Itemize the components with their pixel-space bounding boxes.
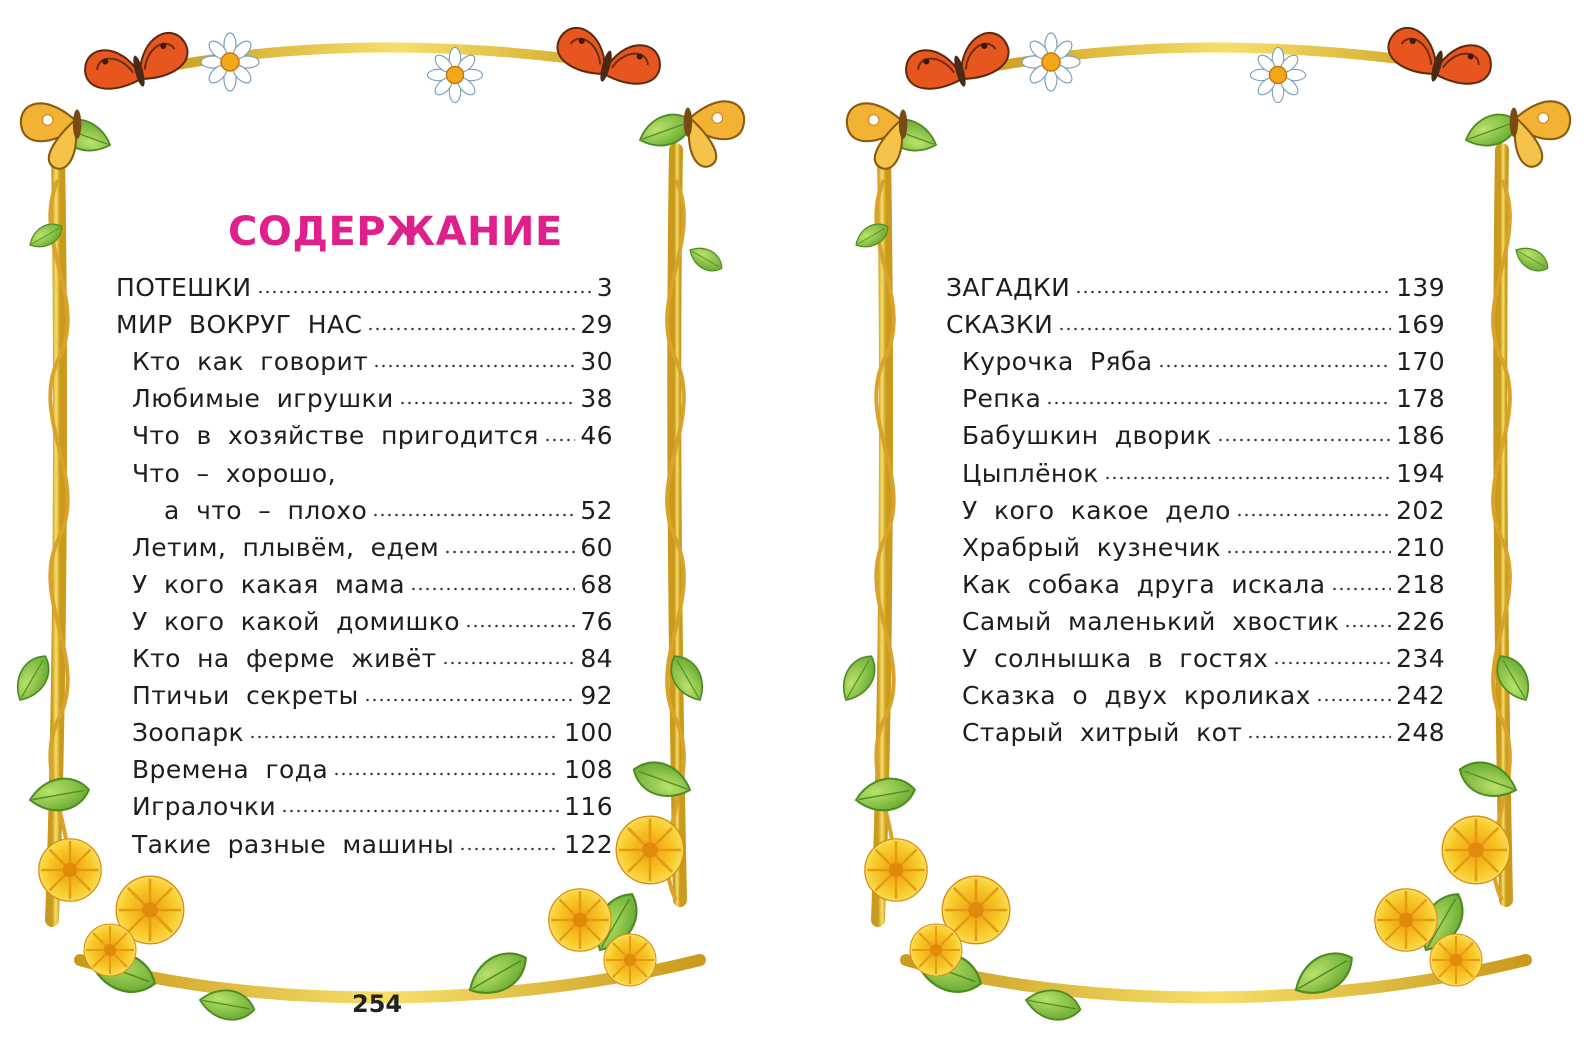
leaf-icon: [53, 113, 115, 159]
toc-entry-page: 68: [580, 569, 613, 599]
toc-entry-title: Что – хорошо,: [132, 458, 336, 488]
toc-entry: [946, 263, 1445, 303]
dot-leader: [1247, 735, 1391, 739]
toc-entry: [116, 597, 613, 634]
toc-entry: [116, 782, 613, 822]
daisy-icon: [427, 47, 482, 102]
leaf-icon: [197, 986, 256, 1024]
dandelion-icon: [1375, 889, 1437, 951]
toc-entry-title: Курочка Ряба: [962, 347, 1153, 377]
leaf-icon: [685, 242, 726, 277]
toc-entry-page: 169: [1396, 310, 1445, 340]
toc-entry-page: 210: [1396, 532, 1445, 562]
toc-entry-title: Храбрый кузнечик: [962, 532, 1221, 562]
toc-entry-title: У кого какой домишко: [132, 606, 460, 636]
leaf-icon: [635, 108, 697, 154]
toc-entry: [946, 560, 1445, 597]
leaf-icon: [462, 943, 535, 1004]
leaf-icon: [628, 755, 695, 805]
toc-entry-title: Любимые игрушки: [132, 384, 394, 414]
dot-leader: [442, 661, 576, 665]
toc-entry-page: 170: [1396, 347, 1445, 377]
toc-entry-page: 92: [580, 681, 613, 711]
leaf-icon: [27, 774, 91, 815]
butterfly-icon: [551, 24, 664, 95]
table-of-contents: [946, 263, 1445, 748]
leaf-icon: [879, 113, 941, 159]
toc-entry-title: Птичьи секреты: [132, 681, 359, 711]
toc-entry: [116, 448, 613, 488]
toc-entry-page: 108: [564, 755, 613, 785]
butterfly-icon: [684, 101, 744, 166]
toc-entry-title: Репка: [962, 384, 1042, 414]
toc-entry: [946, 448, 1445, 488]
toc-entry: [116, 671, 613, 711]
dot-leader: [373, 364, 575, 368]
toc-entry-page: 218: [1396, 569, 1445, 599]
toc-entry: [116, 819, 613, 859]
butterfly-icon: [21, 103, 81, 168]
toc-entry: [946, 597, 1445, 634]
leaf-icon: [1454, 755, 1521, 805]
dandelion-icon: [39, 839, 101, 901]
leaf-icon: [851, 218, 892, 253]
dot-leader: [372, 513, 575, 517]
toc-entry: [116, 745, 613, 785]
toc-entry-page: 3: [596, 273, 613, 303]
toc-entry-page: 234: [1396, 644, 1445, 674]
dot-leader: [281, 809, 559, 813]
toc-entry-title: МИР ВОКРУГ НАС: [116, 310, 363, 340]
dot-leader: [1273, 661, 1391, 665]
toc-entry: [946, 523, 1445, 560]
toc-entry: [116, 300, 613, 340]
daisy-icon: [201, 33, 259, 91]
leaf-icon: [853, 774, 917, 815]
dot-leader: [1104, 476, 1391, 480]
page-title: СОДЕРЖАНИЕ: [228, 209, 563, 255]
toc-entry-title: ЗАГАДКИ: [946, 273, 1071, 303]
toc-entry-page: 248: [1396, 718, 1445, 748]
toc-entry-page: 116: [564, 792, 613, 822]
leaf-icon: [835, 650, 883, 707]
toc-entry-title: Игралочки: [132, 792, 277, 822]
dot-leader: [1217, 438, 1391, 442]
dandelion-icon: [865, 839, 927, 901]
toc-entry-title: а что – плохо: [164, 495, 368, 525]
leaf-icon: [84, 943, 161, 1000]
toc-entry: [116, 523, 613, 560]
toc-entry-page: 194: [1396, 458, 1445, 488]
butterfly-icon: [1382, 24, 1495, 95]
toc-entry-page: 76: [580, 606, 613, 636]
toc-entry: [946, 411, 1445, 451]
dot-leader: [1236, 513, 1391, 517]
toc-entry-title: СКАЗКИ: [946, 310, 1054, 340]
toc-entry-page: 46: [580, 421, 613, 451]
toc-entry-title: Что в хозяйстве пригодится: [132, 421, 539, 451]
toc-entry: [946, 634, 1445, 674]
daisy-icon: [1250, 47, 1305, 102]
leaf-icon: [1489, 650, 1537, 707]
toc-entry-title: У кого какая мама: [132, 569, 405, 599]
leaf-icon: [910, 943, 987, 1000]
dandelion-icon: [116, 876, 184, 944]
dot-leader: [1158, 364, 1392, 368]
dot-leader: [1075, 290, 1391, 294]
toc-entry-title: Самый маленький хвостик: [962, 606, 1340, 636]
toc-entry-page: 38: [580, 384, 613, 414]
toc-entry-title: Как собака друга искала: [962, 569, 1326, 599]
toc-entry-title: Времена года: [132, 755, 329, 785]
toc-entry-title: Зоопарк: [132, 718, 245, 748]
dandelion-icon: [942, 876, 1010, 944]
toc-entry-page: 186: [1396, 421, 1445, 451]
toc-entry-title: Кто как говорит: [132, 347, 369, 377]
leaf-icon: [25, 218, 66, 253]
toc-entry-title: Цыплёнок: [962, 458, 1099, 488]
right-page: [826, 0, 1596, 1052]
dandelion-icon: [910, 924, 962, 976]
dandelion-icon: [1442, 816, 1510, 884]
toc-entry: [116, 708, 613, 748]
toc-entry-title: Кто на ферме живёт: [132, 644, 437, 674]
dot-leader: [399, 401, 576, 405]
toc-entry-page: 226: [1396, 606, 1445, 636]
toc-entry-title: Летим, плывём, едем: [132, 532, 440, 562]
toc-entry: [116, 486, 613, 523]
toc-entry-title: Старый хитрый кот: [962, 718, 1243, 748]
toc-entry-title: Бабушкин дворик: [962, 421, 1212, 451]
dandelion-icon: [616, 816, 684, 884]
butterfly-icon: [847, 103, 907, 168]
toc-entry-title: ПОТЕШКИ: [116, 273, 252, 303]
toc-entry-title: Сказка о двух кроликах: [962, 681, 1311, 711]
toc-entry-page: 139: [1396, 273, 1445, 303]
dot-leader: [1058, 327, 1391, 331]
toc-entry: [116, 263, 613, 303]
toc-entry-title: У солнышка в гостях: [962, 644, 1269, 674]
toc-entry: [946, 708, 1445, 748]
toc-entry: [946, 374, 1445, 414]
leaf-icon: [1288, 943, 1361, 1004]
toc-entry-page: 52: [580, 495, 613, 525]
dot-leader: [257, 290, 592, 294]
toc-entry-page: 122: [564, 829, 613, 859]
toc-entry-page: 29: [580, 310, 613, 340]
dot-leader: [1226, 550, 1391, 554]
dot-leader: [249, 735, 559, 739]
toc-entry: [116, 560, 613, 597]
dandelion-icon: [549, 889, 611, 951]
toc-entry: [946, 671, 1445, 711]
leaf-icon: [1511, 242, 1552, 277]
butterfly-icon: [1510, 101, 1570, 166]
left-page: [0, 0, 770, 1052]
dot-leader: [465, 624, 575, 628]
toc-entry: [116, 634, 613, 674]
leaf-icon: [1411, 886, 1472, 959]
toc-entry: [116, 337, 613, 377]
leaf-icon: [663, 650, 711, 707]
toc-entry: [946, 486, 1445, 523]
dot-leader: [410, 587, 575, 591]
dot-leader: [1316, 698, 1391, 702]
toc-entry: [946, 300, 1445, 340]
toc-entry-page: 84: [580, 644, 613, 674]
dot-leader: [444, 550, 575, 554]
page-number: 254: [352, 990, 403, 1018]
leaf-icon: [585, 886, 646, 959]
toc-entry-page: 242: [1396, 681, 1445, 711]
butterfly-icon: [902, 29, 1015, 100]
dot-leader: [333, 772, 559, 776]
dot-leader: [1344, 624, 1391, 628]
toc-entry: [946, 337, 1445, 377]
toc-entry-title: У кого какое дело: [962, 495, 1231, 525]
dot-leader: [367, 327, 575, 331]
toc-entry: [116, 374, 613, 414]
leaf-icon: [1023, 986, 1082, 1024]
leaf-icon: [1461, 108, 1523, 154]
toc-entry-page: 60: [580, 532, 613, 562]
toc-entry-page: 178: [1396, 384, 1445, 414]
toc-entry-title: Такие разные машины: [132, 829, 455, 859]
toc-entry-page: 30: [580, 347, 613, 377]
daisy-icon: [1022, 33, 1080, 91]
toc-entry: [116, 411, 613, 451]
dot-leader: [1046, 401, 1391, 405]
dot-leader: [1331, 587, 1392, 591]
dandelion-icon: [1430, 934, 1482, 986]
toc-entry-page: 100: [564, 718, 613, 748]
table-of-contents: [116, 263, 613, 857]
toc-entry-page: 202: [1396, 495, 1445, 525]
butterfly-icon: [81, 29, 194, 100]
leaf-icon: [9, 650, 57, 707]
dot-leader: [364, 698, 576, 702]
dot-leader: [459, 847, 559, 851]
dot-leader: [544, 438, 576, 442]
dandelion-icon: [604, 934, 656, 986]
dandelion-icon: [84, 924, 136, 976]
